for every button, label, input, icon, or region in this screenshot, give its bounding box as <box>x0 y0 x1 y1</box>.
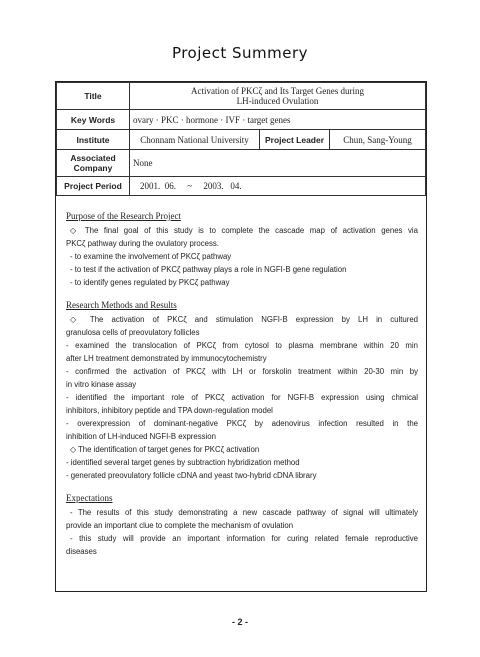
purpose-line: PKCζ pathway during the ovulatory process. <box>66 239 219 248</box>
methods-line: - generated preovulatory follicle cDNA and yeast two-hybrid cDNA library <box>66 471 317 480</box>
summary-sections <box>66 210 418 564</box>
period-label: Project Period <box>57 177 130 196</box>
purpose-line: ◇ The final goal of this study is to complete the cascade map of activation genes via <box>70 226 418 235</box>
methods-line: granulosa cells of preovulatory follicles <box>66 328 200 337</box>
leader-value: Chun, Sang-Young <box>330 130 426 150</box>
methods-line: - identified the important role of PKCζ activation for NGFI-B expression using chmical <box>66 393 418 402</box>
methods-line: inhibitors, inhibitory peptide and TPA down-regulation model <box>66 406 273 415</box>
methods-line: in vitro kinase assay <box>66 380 137 389</box>
associated-value: None <box>130 150 426 177</box>
methods-line: - identified several target genes by subtraction hybridization method <box>66 458 300 467</box>
methods-heading: Research Methods and Results <box>66 300 177 310</box>
methods-line: - examined the translocation of PKCζ from cytosol to plasma membrane within 20 min <box>66 341 418 350</box>
purpose-heading: Purpose of the Research Project <box>66 211 181 221</box>
institute-row <box>57 130 426 150</box>
title-label: Title <box>57 83 130 110</box>
expectations-heading: Expectations <box>66 493 113 503</box>
associated-label-line2: Company <box>73 163 113 173</box>
title-row <box>57 83 426 110</box>
project-info-table <box>56 82 426 196</box>
methods-line: ◇ The identification of target genes for PKCζ activation <box>70 445 260 454</box>
associated-row <box>57 150 426 177</box>
purpose-line: - to identify genes regulated by PKCζ pathway <box>70 278 230 287</box>
page-number: - 2 - <box>231 617 248 627</box>
purpose-section <box>66 210 418 289</box>
purpose-line: - to examine the involvement of PKCζ pathway <box>70 252 232 261</box>
methods-line: after LH treatment demonstrated by immunocytochemistry <box>66 354 267 363</box>
page-title: Project Summery <box>171 44 309 62</box>
period-row <box>57 177 426 196</box>
methods-line: inhibition of LH-induced NGFI-B expression <box>66 432 216 441</box>
expectations-line: diseases <box>66 547 97 556</box>
purpose-line: - to test if the activation of PKCζ pathway plays a role in NGFI-B gene regulation <box>70 265 347 274</box>
keywords-label: Key Words <box>57 110 130 130</box>
keywords-value: ovary · PKC · hormone · IVF · target genes <box>130 110 426 130</box>
methods-line: ◇ The activation of PKCζ and stimulation NGFI-B expression by LH in cultured <box>70 315 418 324</box>
methods-section <box>66 299 418 482</box>
methods-line: - confirmed the activation of PKCζ with LH or forskolin treatment within 20-30 min by <box>66 367 418 376</box>
expectations-line: provide an important clue to complete the mechanism of ovulation <box>66 521 294 530</box>
summary-frame <box>55 81 427 592</box>
title-value-line2: LH-induced Ovulation <box>236 96 319 106</box>
associated-label-line1: Associated <box>70 153 116 163</box>
expectations-line: - The results of this study demonstrating a new cascade pathway of signal will ultimately <box>70 508 418 517</box>
keywords-row <box>57 110 426 130</box>
expectations-section <box>66 492 418 558</box>
associated-label <box>57 150 130 177</box>
period-value: 2001. 06. ~ 2003. 04. <box>130 177 426 196</box>
methods-line: - overexpression of dominant-negative PKCζ by adenovirus infection resulted in the <box>66 419 418 428</box>
institute-label: Institute <box>57 130 130 150</box>
leader-label: Project Leader <box>260 130 330 150</box>
title-value-line1: Activation of PKCζ and Its Target Genes during <box>191 86 364 96</box>
institute-value: Chonnam National University <box>130 130 260 150</box>
title-value <box>130 83 426 110</box>
expectations-line: - this study will provide an important information for curing related female reproductive <box>70 534 418 543</box>
